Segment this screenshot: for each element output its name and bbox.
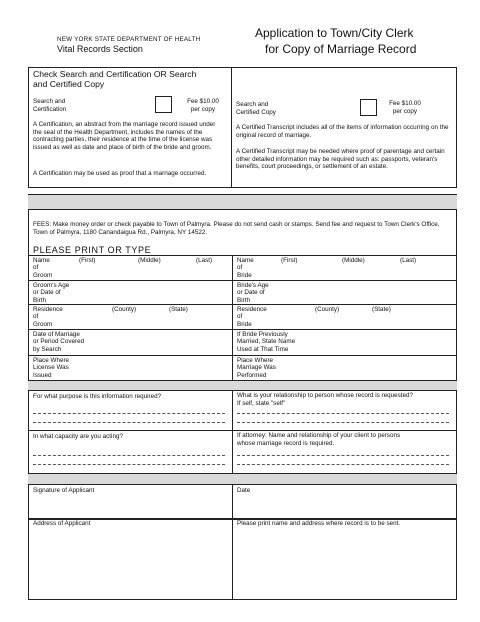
address-field[interactable]: [33, 528, 229, 598]
marriage-date-label: Date of Marriage or Period Covered by Search: [33, 331, 85, 353]
bride-previous-name-label: If Bride Previously Married, State Name Used at That Time: [237, 331, 296, 353]
capacity-answer-line[interactable]: [33, 464, 225, 465]
capacity-answer-line[interactable]: [33, 455, 225, 456]
search-certified-copy-label: Search and Certified Copy: [236, 101, 276, 116]
marriage-place-label: Place Where Marriage Was Performed: [237, 357, 276, 379]
purpose-question: For what purpose is this information required?: [33, 393, 162, 400]
signature-label: Signature of Applicant: [33, 487, 95, 494]
groom-name-label: Name of Groom: [33, 257, 53, 279]
signature-field[interactable]: [33, 493, 229, 517]
license-place-label: Place Where License Was Issued: [33, 357, 70, 379]
department-name: NEW YORK STATE DEPARTMENT OF HEALTH: [57, 36, 201, 43]
search-certification-label: Search and Certification: [33, 98, 67, 113]
bride-last-hint: (Last): [400, 257, 417, 264]
date-label: Date: [237, 487, 251, 494]
section-name: Vital Records Section: [57, 44, 143, 54]
search-certification-checkbox[interactable]: [155, 96, 172, 113]
groom-state-hint: (State): [169, 306, 188, 313]
certification-note: A Certification may be used as proof that a marriage occurred.: [33, 170, 207, 177]
purpose-answer-line[interactable]: [33, 422, 225, 423]
form-title-line2: for Copy of Marriage Record: [265, 42, 417, 56]
groom-age-label: Groom's Age or Date of Birth: [33, 282, 70, 304]
attorney-answer-line[interactable]: [237, 455, 449, 456]
left-fee: Fee $10.00 per copy: [187, 98, 219, 113]
right-fee: Fee $10.00 per copy: [389, 100, 421, 115]
capacity-question: In what capacity are you acting?: [33, 433, 123, 440]
attorney-question: If attorney: Name and relationship of your client to persons whose marriage record is required.: [237, 432, 401, 447]
bride-middle-hint: (Middle): [342, 257, 365, 264]
mail-to-label: Please print name and address where record is to be sent.: [237, 520, 401, 527]
groom-middle-hint: (Middle): [138, 257, 161, 264]
bride-residence-label: Residence of Bride: [237, 306, 267, 328]
bride-first-hint: (First): [281, 257, 298, 264]
search-certified-copy-checkbox[interactable]: [360, 99, 377, 116]
relationship-answer-line[interactable]: [237, 413, 449, 414]
transcript-note: A Certified Transcript may be needed where proof of parentage and certain other detailed information may be required such as: passports, veteran's benefits, court proceedings, or settlement of an estate.: [236, 148, 445, 171]
grey-band-lower: [28, 473, 457, 485]
bride-age-label: Bride's Age or Date of Birth: [237, 282, 269, 304]
groom-county-hint: (County): [112, 306, 137, 313]
groom-first-hint: (First): [79, 257, 96, 264]
groom-last-hint: (Last): [196, 257, 213, 264]
address-label: Address of Applicant: [33, 520, 91, 527]
bride-name-label: Name of Bride: [237, 257, 254, 279]
relationship-answer-line[interactable]: [237, 422, 449, 423]
form-title-line1: Application to Town/City Clerk: [255, 26, 414, 40]
bride-state-hint: (State): [372, 306, 391, 313]
grey-band-top: [28, 194, 457, 210]
fees-text: FEES: Make money order or check payable to Town of Palmyra. Please do not send cash or stamps. Send fee and request to Town Clerk's Office, Town of Palmyra, 1180 Canandaigua Rd., Palmyra, NY 14522.: [33, 221, 440, 236]
mail-to-field[interactable]: [237, 528, 453, 598]
purpose-answer-line[interactable]: [33, 413, 225, 414]
print-heading: PLEASE PRINT OR TYPE: [33, 245, 152, 255]
bride-county-hint: (County): [315, 306, 340, 313]
grey-band-middle: [28, 380, 457, 391]
check-section-heading: Check Search and Certification OR Search and Certified Copy: [33, 69, 197, 89]
attorney-answer-line[interactable]: [237, 464, 449, 465]
groom-residence-label: Residence of Groom: [33, 306, 63, 328]
date-field[interactable]: [237, 493, 453, 517]
transcript-description: A Certified Transcript includes all of the items of information occurring on the original record of marriage.: [236, 124, 449, 139]
certification-description: A Certification, an abstract from the marriage record issued under the seal of the Health Department, includes the names of the contracting parties, their residence at the time of the license was issued as well as date and place of birth of the bride and groom.: [33, 121, 216, 151]
relationship-question: What is your relationship to person whose record is requested? If self, state "self": [237, 392, 414, 407]
